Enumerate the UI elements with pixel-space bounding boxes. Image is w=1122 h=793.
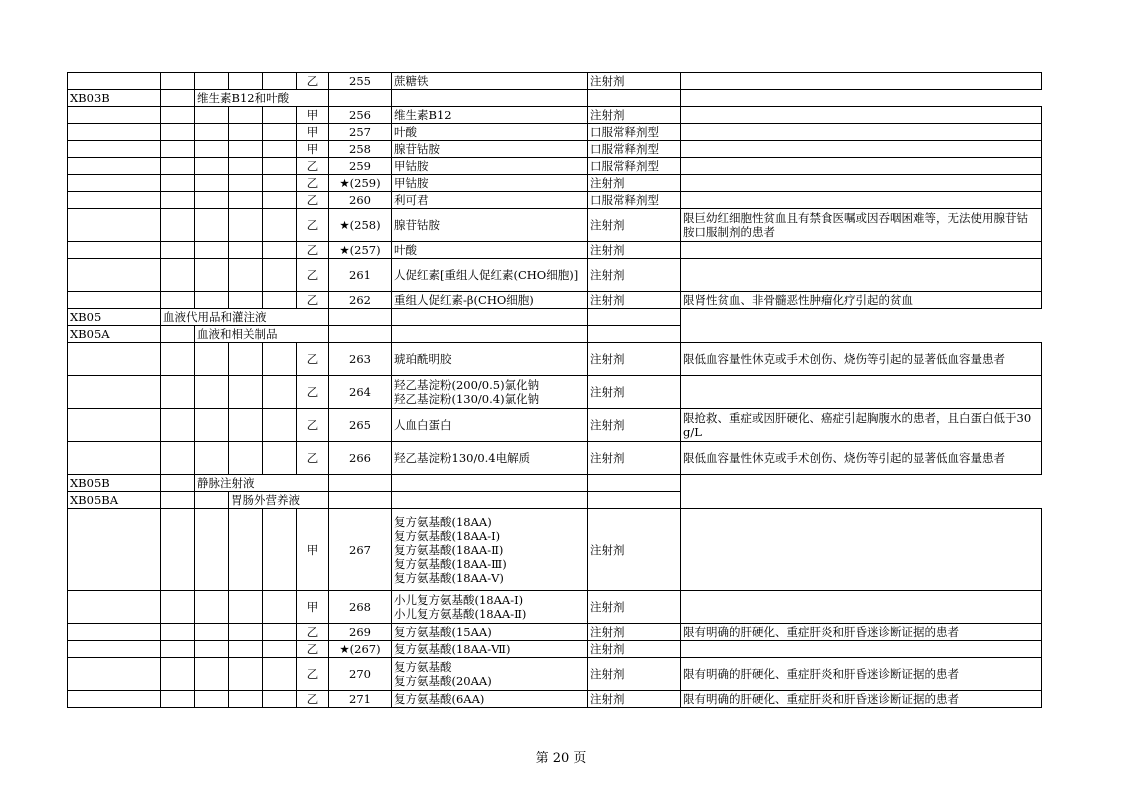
remark: 限巨幼红细胞性贫血且有禁食医嘱或因吞咽困难等，无法使用腺苷钴胺口服制剂的患者 [681,209,1042,242]
empty-cell [195,107,229,124]
drug-number: 256 [329,107,392,124]
category-code: XB05BA [68,492,161,509]
drug-name: 复方氨基酸(18AA-Ⅴ) [394,570,504,585]
drug-row [68,107,1042,124]
empty-cell [161,292,195,309]
empty-cell [229,158,263,175]
dosage-form: 注射剂 [588,658,681,691]
drug-name-cell [392,442,588,475]
dosage-form: 注射剂 [588,509,681,591]
remark: 限有明确的肝硬化、重症肝炎和肝昏迷诊断证据的患者 [681,624,1042,641]
empty-cell [68,158,161,175]
drug-row [68,259,1042,292]
drug-type: 乙 [297,624,329,641]
category-row [68,326,1042,343]
drug-name: 复方氨基酸(18AA-Ⅱ) [394,542,504,557]
remark [681,141,1042,158]
drug-type: 乙 [297,658,329,691]
dosage-form: 注射剂 [588,242,681,259]
empty-cell [263,658,297,691]
empty-cell [68,292,161,309]
empty-cell [229,624,263,641]
dosage-form: 注射剂 [588,259,681,292]
empty-cell [392,326,588,343]
remark [681,242,1042,259]
drug-number: 258 [329,141,392,158]
drug-row [68,141,1042,158]
drug-name: 复方氨基酸(20AA) [394,674,492,688]
drug-name: 羟乙基淀粉(200/0.5)氯化钠 [394,378,540,392]
drug-number: ★(257) [329,242,392,259]
category-code: XB05 [68,309,161,326]
empty-cell [161,409,195,442]
empty-cell [195,192,229,209]
empty-cell [68,242,161,259]
remark [681,175,1042,192]
dosage-form: 注射剂 [588,343,681,376]
drug-number: 266 [329,442,392,475]
empty-cell [161,475,195,492]
empty-cell [161,343,195,376]
empty-cell [161,192,195,209]
drug-number: 267 [329,509,392,591]
drug-type: 乙 [297,409,329,442]
drug-type: 甲 [297,124,329,141]
empty-cell [229,192,263,209]
empty-cell [229,591,263,624]
empty-cell [68,107,161,124]
empty-cell [161,492,195,509]
drug-name-cell [392,141,588,158]
drug-name-cell [392,73,588,90]
empty-cell [195,509,229,591]
empty-cell [588,475,681,492]
dosage-form: 注射剂 [588,107,681,124]
dosage-form: 注射剂 [588,591,681,624]
drug-name-cell [392,158,588,175]
empty-cell [195,641,229,658]
empty-cell [263,409,297,442]
drug-name-cell [392,591,588,624]
empty-cell [229,343,263,376]
empty-cell [68,209,161,242]
empty-cell [229,641,263,658]
empty-cell [263,209,297,242]
empty-cell [229,141,263,158]
dosage-form: 注射剂 [588,292,681,309]
drug-number: ★(258) [329,209,392,242]
remark [681,641,1042,658]
empty-cell [161,242,195,259]
drug-name-cell [392,624,588,641]
category-label: 血液和相关制品 [195,326,329,343]
drug-type: 甲 [297,509,329,591]
drug-number: 264 [329,376,392,409]
drug-name: 甲钴胺 [394,176,429,190]
empty-cell [68,691,161,708]
remark [681,124,1042,141]
drug-name-cell [392,259,588,292]
empty-cell [161,624,195,641]
empty-cell [263,292,297,309]
empty-cell [263,107,297,124]
empty-cell [161,175,195,192]
empty-cell [68,73,161,90]
empty-cell [263,175,297,192]
drug-name-cell [392,641,588,658]
empty-cell [229,124,263,141]
empty-cell [195,591,229,624]
empty-cell [263,124,297,141]
empty-cell [392,309,588,326]
drug-row [68,292,1042,309]
remark: 限低血容量性休克或手术创伤、烧伤等引起的显著低血容量患者 [681,442,1042,475]
empty-cell [195,292,229,309]
remark: 限有明确的肝硬化、重症肝炎和肝昏迷诊断证据的患者 [681,658,1042,691]
drug-type: 乙 [297,192,329,209]
drug-name: 人促红素[重组人促红素(CHO细胞)] [394,268,579,282]
remark [681,158,1042,175]
drug-row [68,658,1042,691]
empty-cell [263,259,297,292]
drug-type: 甲 [297,141,329,158]
drug-number: 260 [329,192,392,209]
drug-type: 乙 [297,259,329,292]
empty-cell [161,591,195,624]
empty-cell [68,343,161,376]
drug-type: 乙 [297,73,329,90]
drug-type: 乙 [297,442,329,475]
empty-cell [195,259,229,292]
drug-type: 甲 [297,591,329,624]
empty-cell [263,376,297,409]
empty-cell [229,175,263,192]
drug-row [68,624,1042,641]
dosage-form: 注射剂 [588,175,681,192]
empty-cell [392,475,588,492]
empty-cell [229,292,263,309]
drug-number: 271 [329,691,392,708]
empty-cell [588,492,681,509]
page-footer: 第 20 页 [535,751,587,766]
dosage-form: 注射剂 [588,409,681,442]
empty-cell [195,209,229,242]
empty-cell [161,376,195,409]
empty-cell [229,509,263,591]
empty-cell [195,376,229,409]
drug-name: 重组人促红素-β(CHO细胞) [394,293,534,307]
drug-type: 乙 [297,292,329,309]
empty-cell [161,641,195,658]
category-row [68,309,1042,326]
drug-name-cell [392,658,588,691]
empty-cell [195,691,229,708]
dosage-form: 注射剂 [588,691,681,708]
empty-cell [195,175,229,192]
category-row [68,492,1042,509]
drug-row [68,175,1042,192]
remark: 限肾性贫血、非骨髓恶性肿瘤化疗引起的贫血 [681,292,1042,309]
drug-number: 255 [329,73,392,90]
remark: 限有明确的肝硬化、重症肝炎和肝昏迷诊断证据的患者 [681,691,1042,708]
category-label: 静脉注射液 [195,475,329,492]
drug-number: 265 [329,409,392,442]
empty-cell [392,492,588,509]
drug-name: 蔗糖铁 [394,74,429,88]
category-code: XB05B [68,475,161,492]
drug-name-cell [392,209,588,242]
empty-cell [229,242,263,259]
drug-row [68,409,1042,442]
empty-cell [229,107,263,124]
remark [681,73,1042,90]
drug-number: 259 [329,158,392,175]
empty-cell [263,73,297,90]
remark [681,259,1042,292]
empty-cell [229,409,263,442]
drug-name-cell [392,175,588,192]
drug-type: 乙 [297,242,329,259]
drug-row [68,376,1042,409]
dosage-form: 口服常释剂型 [588,158,681,175]
empty-cell [161,90,195,107]
drug-name-cell [392,192,588,209]
empty-cell [68,624,161,641]
dosage-form: 注射剂 [588,209,681,242]
drug-name: 甲钴胺 [394,159,429,173]
drug-name: 复方氨基酸(18AA-Ⅰ) [394,528,501,543]
dosage-form: 注射剂 [588,442,681,475]
empty-cell [588,90,681,107]
empty-cell [263,691,297,708]
empty-cell [161,509,195,591]
drug-name: 复方氨基酸(18AA) [394,514,492,529]
empty-cell [229,658,263,691]
remark [681,509,1042,591]
category-label: 血液代用品和灌注液 [161,309,329,326]
empty-cell [195,158,229,175]
remark [681,376,1042,409]
empty-cell [588,326,681,343]
drug-row [68,591,1042,624]
drug-name: 叶酸 [394,125,417,139]
drug-name-cell [392,292,588,309]
dosage-form: 注射剂 [588,376,681,409]
category-code: XB03B [68,90,161,107]
empty-cell [161,209,195,242]
empty-cell [329,492,392,509]
drug-name: 小儿复方氨基酸(18AA-Ⅰ) [394,593,524,607]
drug-name: 复方氨基酸(6AA) [394,692,485,706]
drug-name-cell [392,409,588,442]
empty-cell [263,141,297,158]
empty-cell [195,442,229,475]
empty-cell [263,591,297,624]
drug-type: 乙 [297,641,329,658]
empty-cell [263,343,297,376]
drug-name-cell [392,124,588,141]
empty-cell [263,242,297,259]
empty-cell [195,624,229,641]
drug-catalog-table [67,72,1042,708]
empty-cell [195,73,229,90]
drug-name: 利可君 [394,193,429,207]
empty-cell [392,90,588,107]
drug-type: 乙 [297,175,329,192]
empty-cell [161,658,195,691]
empty-cell [68,192,161,209]
drug-name-cell [392,376,588,409]
drug-name: 人血白蛋白 [394,418,452,432]
drug-number: 270 [329,658,392,691]
empty-cell [263,624,297,641]
drug-row [68,73,1042,90]
drug-type: 乙 [297,343,329,376]
category-code: XB05A [68,326,161,343]
drug-type: 乙 [297,209,329,242]
remark [681,591,1042,624]
remark: 限低血容量性休克或手术创伤、烧伤等引起的显著低血容量患者 [681,343,1042,376]
empty-cell [329,475,392,492]
drug-row [68,192,1042,209]
category-label: 胃肠外营养液 [229,492,329,509]
drug-name: 腺苷钴胺 [394,218,440,232]
drug-number: 263 [329,343,392,376]
drug-name: 羟乙基淀粉130/0.4电解质 [394,451,531,465]
empty-cell [161,326,195,343]
empty-cell [68,509,161,591]
dosage-form: 注射剂 [588,624,681,641]
drug-number: 261 [329,259,392,292]
empty-cell [263,192,297,209]
category-row [68,90,1042,107]
dosage-form: 注射剂 [588,641,681,658]
empty-cell [161,141,195,158]
empty-cell [161,259,195,292]
empty-cell [161,107,195,124]
empty-cell [229,73,263,90]
empty-cell [229,376,263,409]
empty-cell [329,309,392,326]
drug-row [68,242,1042,259]
drug-number: ★(259) [329,175,392,192]
empty-cell [195,141,229,158]
category-row [68,475,1042,492]
remark [681,192,1042,209]
empty-cell [329,90,392,107]
empty-cell [195,343,229,376]
empty-cell [229,442,263,475]
dosage-form: 口服常释剂型 [588,192,681,209]
empty-cell [229,259,263,292]
drug-row [68,343,1042,376]
empty-cell [229,209,263,242]
drug-name: 复方氨基酸 [394,660,452,674]
empty-cell [263,442,297,475]
empty-cell [68,409,161,442]
drug-type: 乙 [297,158,329,175]
drug-name-cell [392,691,588,708]
drug-name: 叶酸 [394,243,417,257]
drug-type: 乙 [297,376,329,409]
empty-cell [161,442,195,475]
drug-number: ★(267) [329,641,392,658]
drug-name-cell [392,107,588,124]
drug-number: 262 [329,292,392,309]
empty-cell [195,409,229,442]
drug-number: 257 [329,124,392,141]
dosage-form: 口服常释剂型 [588,124,681,141]
category-label: 维生素B12和叶酸 [195,90,329,107]
drug-name: 羟乙基淀粉(130/0.4)氯化钠 [394,392,540,406]
empty-cell [68,641,161,658]
empty-cell [68,442,161,475]
dosage-form: 注射剂 [588,73,681,90]
empty-cell [195,658,229,691]
drug-name-cell [392,242,588,259]
empty-cell [68,124,161,141]
empty-cell [588,309,681,326]
drug-row [68,442,1042,475]
remark [681,107,1042,124]
drug-name: 复方氨基酸(18AA-Ⅶ) [394,642,511,656]
dosage-form: 口服常释剂型 [588,141,681,158]
empty-cell [263,158,297,175]
empty-cell [68,591,161,624]
drug-name: 维生素B12 [394,108,452,122]
empty-cell [263,641,297,658]
empty-cell [195,492,229,509]
empty-cell [229,691,263,708]
empty-cell [263,509,297,591]
drug-row [68,158,1042,175]
empty-cell [68,175,161,192]
drug-name-cell [392,343,588,376]
drug-row [68,124,1042,141]
empty-cell [68,141,161,158]
empty-cell [161,158,195,175]
drug-row [68,509,1042,591]
empty-cell [68,658,161,691]
empty-cell [329,326,392,343]
drug-number: 269 [329,624,392,641]
empty-cell [161,73,195,90]
drug-name: 腺苷钴胺 [394,142,440,156]
drug-number: 268 [329,591,392,624]
empty-cell [68,259,161,292]
drug-row [68,641,1042,658]
drug-name: 琥珀酰明胶 [394,352,452,366]
empty-cell [68,376,161,409]
drug-name: 小儿复方氨基酸(18AA-Ⅱ) [394,607,527,621]
drug-type: 甲 [297,107,329,124]
drug-type: 乙 [297,691,329,708]
empty-cell [195,124,229,141]
empty-cell [161,691,195,708]
empty-cell [195,242,229,259]
drug-name: 复方氨基酸(18AA-Ⅲ) [394,556,507,571]
drug-row [68,691,1042,708]
drug-name-cell [392,509,588,591]
empty-cell [161,124,195,141]
drug-row [68,209,1042,242]
remark: 限抢救、重症或因肝硬化、癌症引起胸腹水的患者，且白蛋白低于30g/L [681,409,1042,442]
drug-name: 复方氨基酸(15AA) [394,625,492,639]
table-body [68,73,1042,708]
